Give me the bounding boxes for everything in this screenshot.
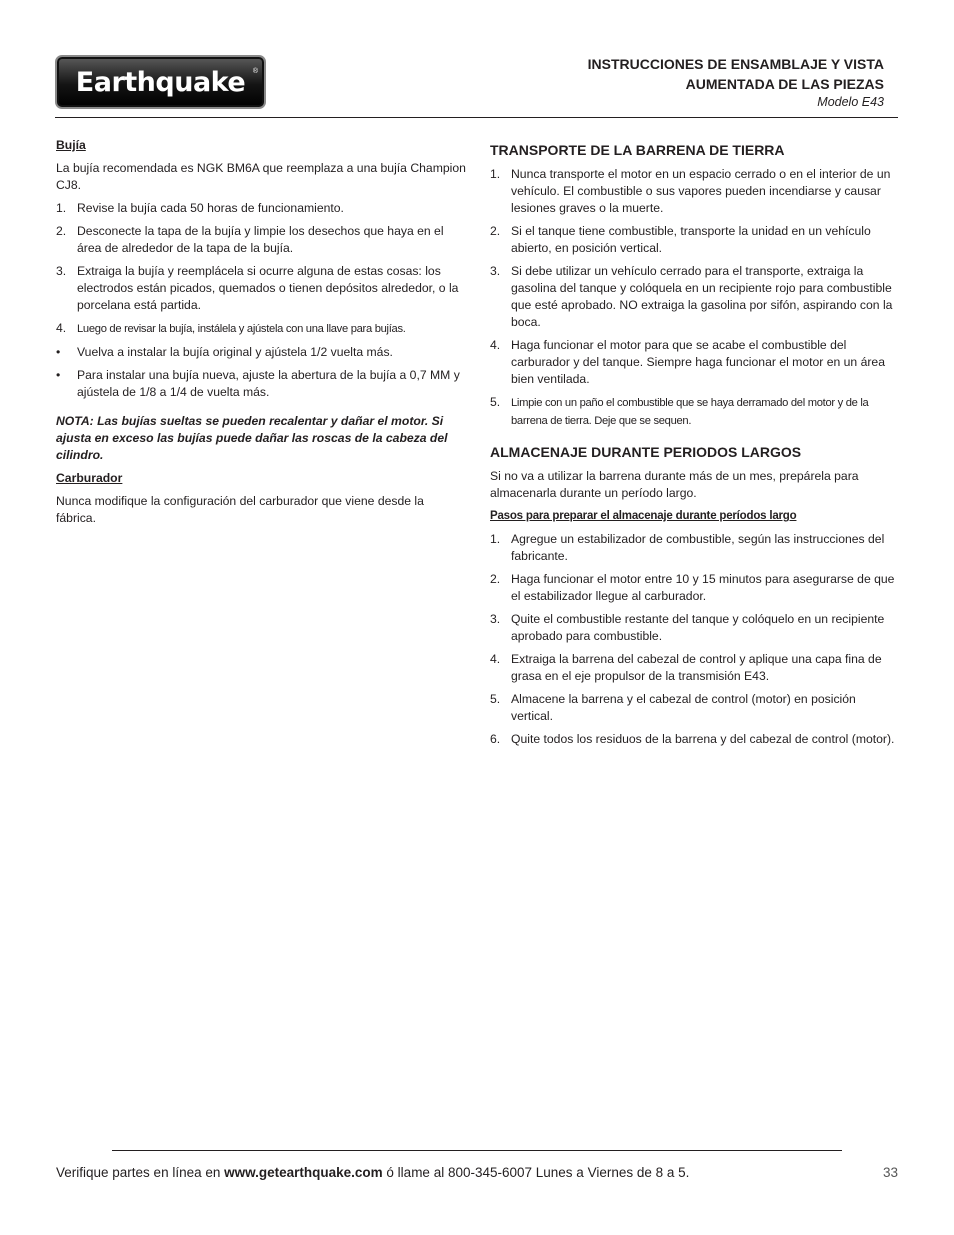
list-item [490,731,900,748]
list-item [56,320,466,338]
storage-subheading: Pasos para preparar el almacenaje durante períodos largo [490,510,797,522]
carburador-text: Nunca modifique la configuración del carburador que viene desde la fábrica. [56,494,424,525]
right-column [490,140,900,754]
list-number: 1. [56,201,67,215]
list-text: Extraiga la bujía y reemplácela si ocurre alguna de estas cosas: los electrodos están picados, quemados o tienen depósitos alrededor, o la porcelana está partida. [77,264,459,312]
bullet-mark: • [56,368,61,382]
list-item [490,611,900,645]
list-number: 3. [490,612,501,626]
page-title-line1: INSTRUCCIONES DE ENSAMBLAJE Y VISTA [587,56,884,72]
page-number: 33 [882,1165,898,1180]
list-text: Desconecte la tapa de la bujía y limpie los desechos que haya en el área de alrededor de la tapa de la bujía. [77,224,444,255]
list-item [490,571,900,605]
list-text: Haga funcionar el motor para que se acabe el combustible del carburador y del tanque. Siempre haga funcionar el motor en un área bien ventilada. [511,338,885,386]
logo-text: Earthquake [75,66,246,98]
footer-text [56,1164,689,1181]
list-number: 1. [490,167,501,181]
list-text: Quite todos los residuos de la barrena y del cabezal de control (motor). [511,732,895,746]
list-text: Revise la bujía cada 50 horas de funcionamiento. [77,201,344,215]
list-text: Limpie con un paño el combustible que se haya derramado del motor y de la barrena de tierra. Deje que se sequen. [511,397,869,427]
list-item [56,263,466,314]
list-number: 5. [490,395,501,409]
list-number: 4. [490,652,501,666]
list-number: 4. [490,338,501,352]
list-text: Quite el combustible restante del tanque y colóquelo en un recipiente aprobado para combustible. [511,612,885,643]
transport-heading: TRANSPORTE DE LA BARRENA DE TIERRA [490,142,785,158]
list-number: 5. [490,692,501,706]
bullet-item [56,344,466,361]
list-item [56,223,466,257]
website-link[interactable]: www.getearthquake.com [224,1165,383,1180]
list-text: Luego de revisar la bujía, instálela y ajústela con una llave para bujías. [77,323,406,335]
bullet-text: Vuelva a instalar la bujía original y ajústela 1/2 vuelta más. [77,345,393,359]
list-text: Haga funcionar el motor entre 10 y 15 minutos para asegurarse de que el estabilizador llegue al carburador. [511,572,895,603]
list-item [490,337,900,388]
page-title-line2: AUMENTADA DE LAS PIEZAS [685,76,884,92]
footer-suffix: ó llame al 800-345-6007 Lunes a Viernes de 8 a 5. [382,1165,690,1180]
list-item [490,651,900,685]
warning-note: NOTA: Las bujías sueltas se pueden recalentar y dañar el motor. Si ajusta en exceso las bujías puede dañar las roscas de la cabeza del cilindro. [56,414,448,462]
registered-mark: ® [252,68,258,75]
list-item [490,223,900,257]
bujia-heading: Bujía [56,138,86,152]
storage-heading: ALMACENAJE DURANTE PERIODOS LARGOS [490,444,802,460]
list-number: 1. [490,532,501,546]
bullet-text: Para instalar una bujía nueva, ajuste la abertura de la bujía a 0,7 MM y ajústela de 1/8 a 1/4 de vuelta más. [77,368,460,399]
list-item [490,691,900,725]
storage-intro: Si no va a utilizar la barrena durante más de un mes, prepárela para almacenarla durante un período largo. [490,469,859,500]
bujia-bullets-list [56,344,466,401]
transport-steps-list [490,166,900,430]
list-text: Almacene la barrena y el cabezal de control (motor) en posición vertical. [511,692,856,723]
bullet-item [56,367,466,401]
list-text: Agregue un estabilizador de combustible, según las instrucciones del fabricante. [511,532,885,563]
list-number: 4. [56,321,67,335]
left-column [56,137,466,533]
list-text: Nunca transporte el motor en un espacio cerrado o en el interior de un vehículo. El combustible o sus vapores pueden incendiarse y causar lesiones graves o la muerte. [511,167,891,215]
bujia-intro: La bujía recomendada es NGK BM6A que reemplaza a una bujía Champion CJ8. [56,161,466,192]
bullet-mark: • [56,345,61,359]
list-item [490,263,900,331]
list-number: 2. [490,224,501,238]
carburador-heading: Carburador [56,471,123,485]
list-text: Si debe utilizar un vehículo cerrado para el transporte, extraiga la gasolina del tanque y colóquela en un recipiente rojo para combustible que esté aprobado. NO extraiga la gasolina por sifón, aspirando con la boca. [511,264,893,329]
list-number: 2. [490,572,501,586]
list-number: 3. [490,264,501,278]
header-divider [55,117,898,118]
model-label: Modelo E43 [817,95,884,109]
page-title [588,54,884,94]
list-item [490,531,900,565]
list-item [490,166,900,217]
list-text: Extraiga la barrena del cabezal de control y aplique una capa fina de grasa en el eje propulsor de la transmisión E43. [511,652,882,683]
list-number: 6. [490,732,501,746]
list-number: 3. [56,264,67,278]
earthquake-logo [55,55,266,109]
bujia-steps-list [56,200,466,338]
list-text: Si el tanque tiene combustible, transporte la unidad en un vehículo abierto, en posición vertical. [511,224,871,255]
storage-steps-list [490,531,900,748]
list-item [490,394,900,430]
footer-divider [112,1150,842,1151]
list-item [56,200,466,217]
footer-prefix: Verifique partes en línea en [56,1165,225,1180]
list-number: 2. [56,224,67,238]
